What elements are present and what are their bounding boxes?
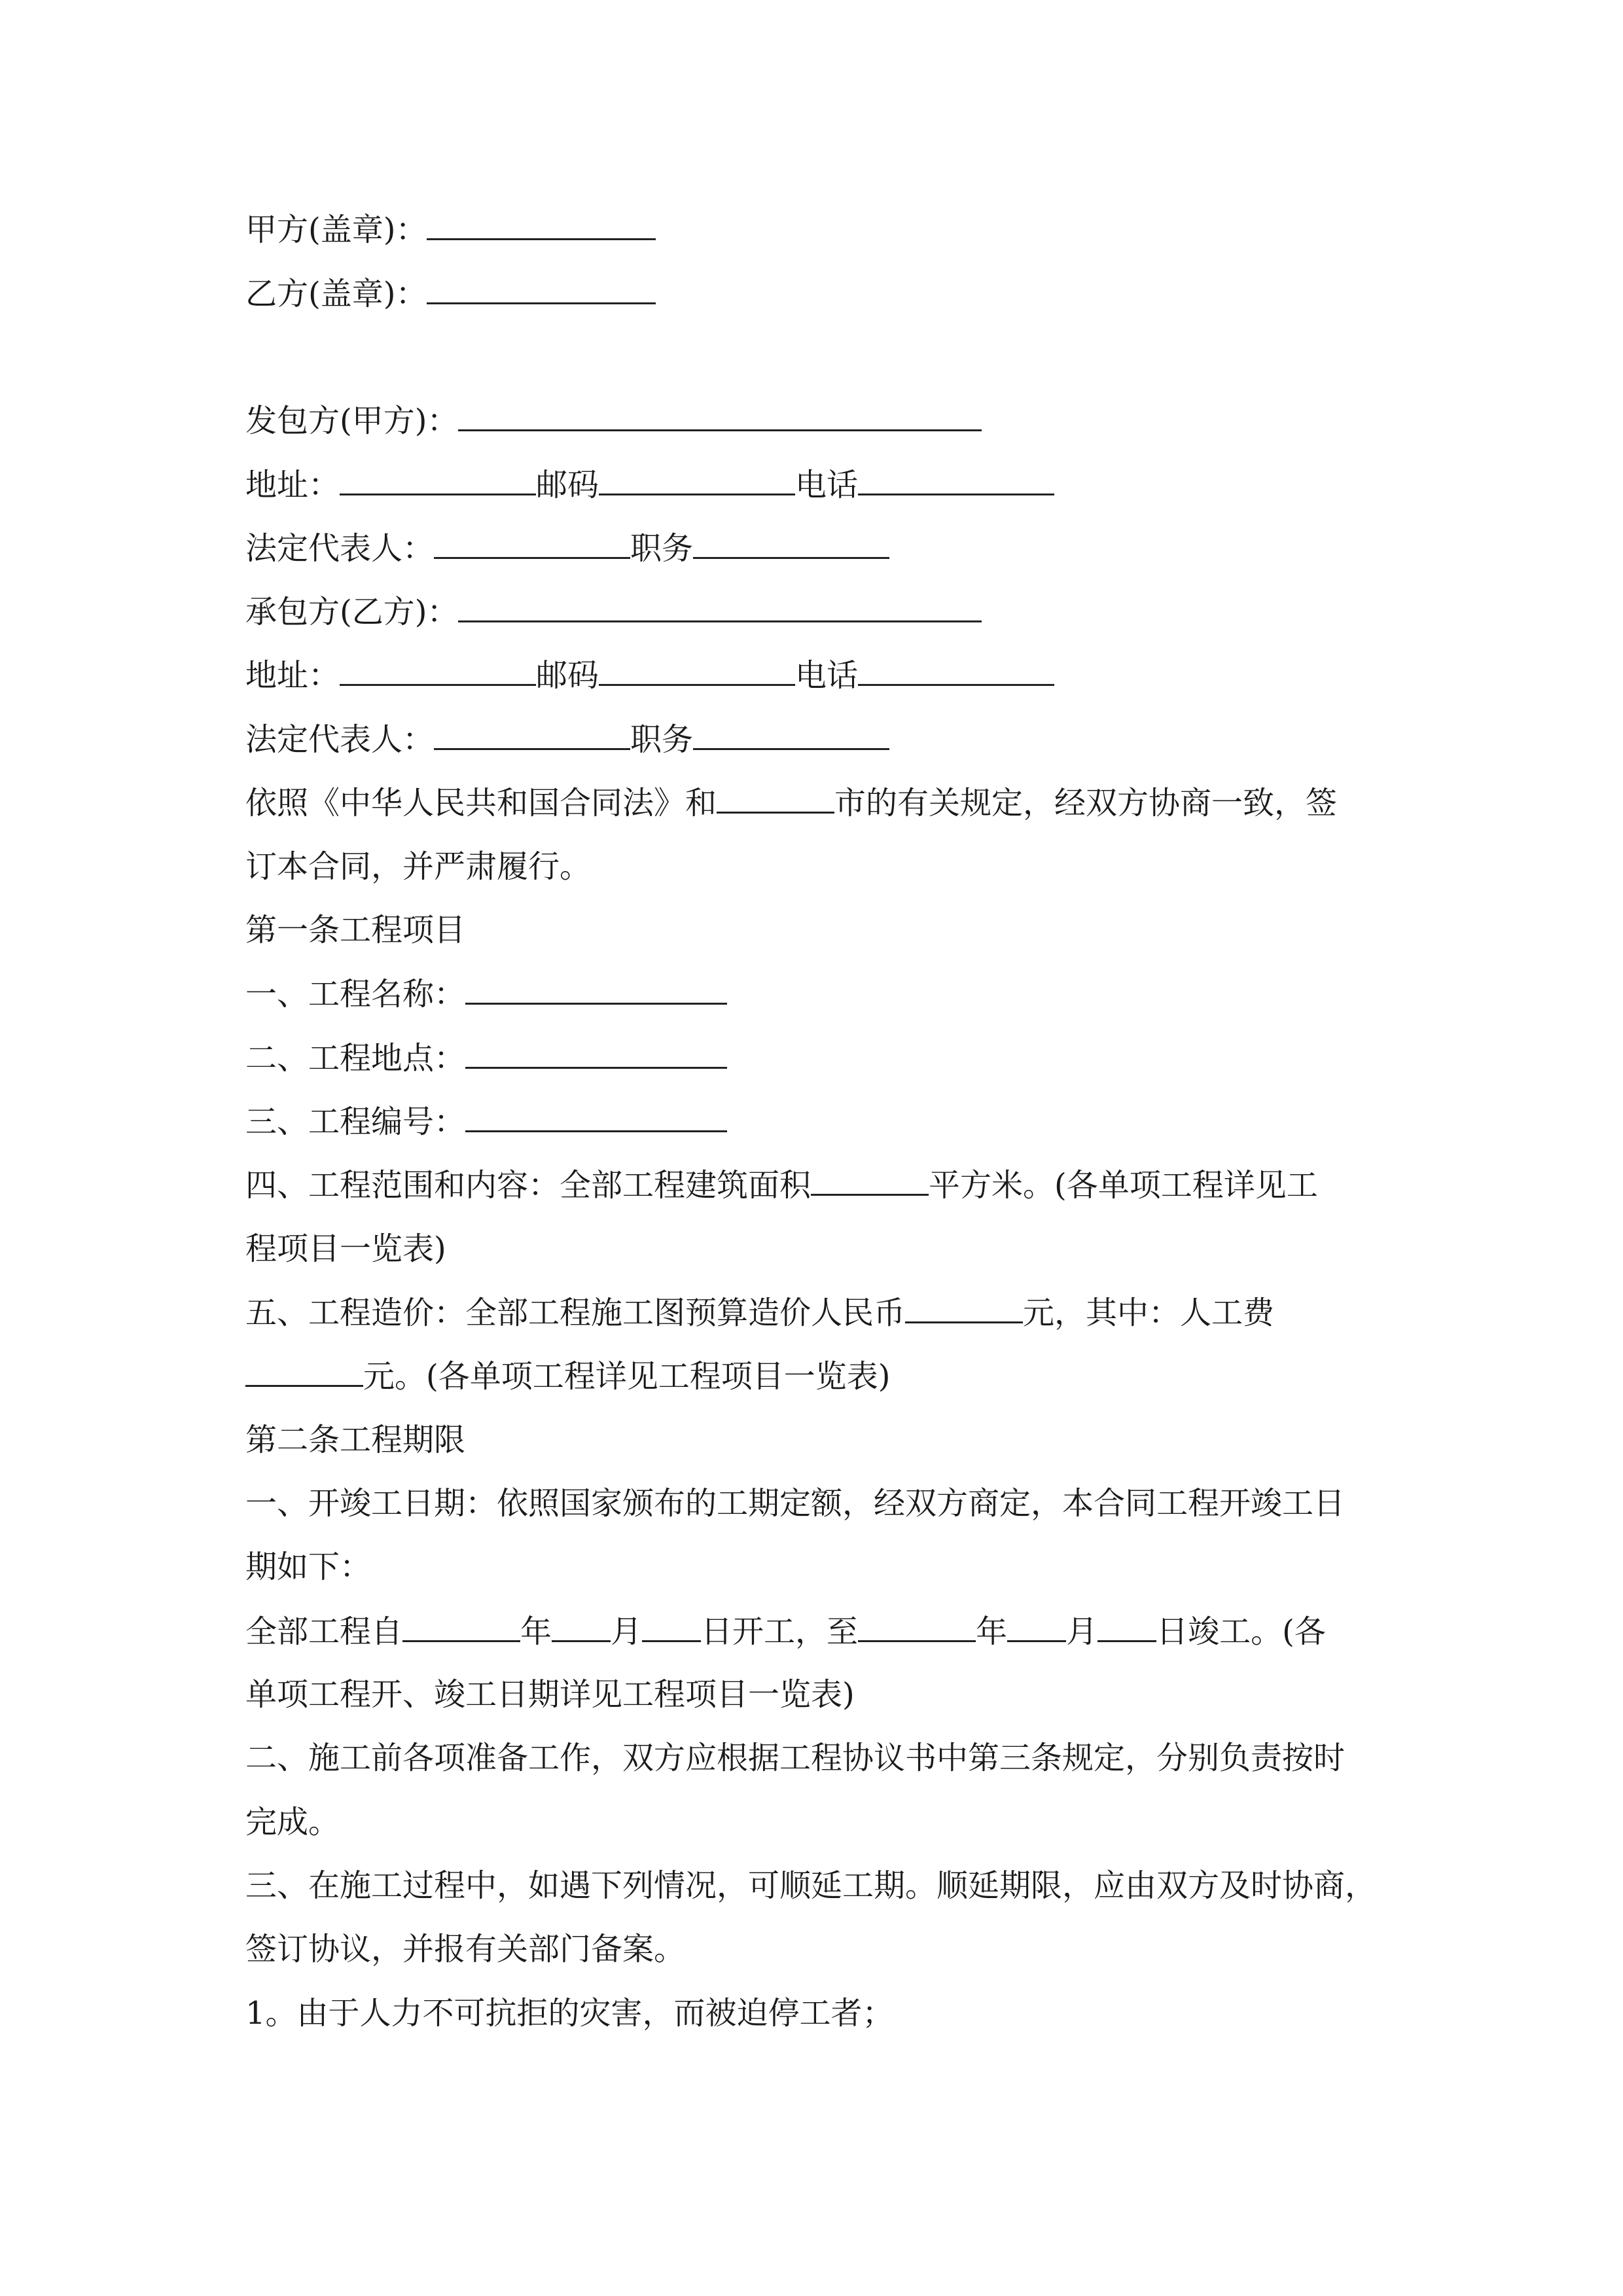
contractor-phone-blank[interactable] [858,655,1054,686]
dates-intro-text: 一、开竣工日期：依照国家颁布的工期定额，经双方商定，本合同工程开竣工日 [245,1485,1346,1522]
employer-postcode-label: 邮码 [536,467,599,503]
project-scope-text-a: 四、工程范围和内容：全部工程建筑面积 [245,1167,812,1204]
project-name-line [245,974,727,1014]
prep-line [245,1738,1345,1778]
party-a-signature-line [245,209,656,249]
delay-text-2: 签订协议，并报有关部门备案。 [245,1931,686,1967]
project-scope-line-2 [245,1229,446,1268]
prep-text-2: 完成。 [245,1804,340,1840]
dates-from-label: 全部工程自 [245,1613,403,1650]
contractor-legal-rep-blank[interactable] [434,719,630,750]
dates-intro-line [245,1484,1345,1523]
start-year-blank[interactable] [402,1611,520,1642]
end-year-label: 年 [976,1613,1008,1650]
contractor-postcode-blank[interactable] [599,655,795,686]
intro-text-a: 依照《中华人民共和国合同法》和 [245,785,717,821]
employer-postcode-blank[interactable] [599,465,795,495]
employer-address-blank[interactable] [340,465,536,495]
employer-name-blank[interactable] [458,401,982,431]
project-scope-text-c: 程项目一览表) [245,1230,446,1267]
article-1-heading: 第一条工程项目 [245,912,466,948]
project-cost-line-2 [245,1356,890,1396]
end-year-blank[interactable] [858,1611,976,1642]
delay-line [245,1866,1376,1905]
party-b-signature-line [245,274,656,314]
labor-cost-blank[interactable] [245,1356,363,1387]
employer-legal-rep-label: 法定代表人： [245,530,435,567]
prep-text: 二、施工前各项准备工作，双方应根据工程协议书中第三条规定，分别负责按时 [245,1740,1346,1776]
contractor-line [245,592,982,632]
dates-intro-line-2 [245,1547,371,1587]
delay-item-1 [245,1994,894,2033]
project-location-blank[interactable] [465,1038,727,1069]
employer-position-blank[interactable] [693,528,889,559]
employer-phone-blank[interactable] [858,465,1054,495]
contractor-phone-label: 电话 [795,657,859,694]
delay-text: 三、在施工过程中，如遇下列情况，可顺延工期。顺延期限，应由双方及时协商， [245,1867,1377,1904]
employer-label: 发包方(甲方)： [245,403,459,439]
party-b-seal-blank[interactable] [427,274,656,304]
total-cost-blank[interactable] [905,1293,1023,1323]
dates-line-2 [245,1675,855,1714]
start-day-blank[interactable] [642,1611,701,1642]
employer-address-line [245,465,1054,505]
contractor-address-line [245,655,1054,695]
article-2-title [245,1420,465,1460]
end-month-label: 月 [1066,1613,1098,1650]
project-number-label: 三、工程编号： [245,1103,466,1140]
employer-phone-label: 电话 [795,467,859,503]
employer-rep-line [245,528,889,568]
project-cost-text-a: 五、工程造价：全部工程施工图预算造价人民币 [245,1295,906,1331]
project-location-label: 二、工程地点： [245,1040,466,1077]
intro-text-b: 市的有关规定，经双方协商一致，签 [834,785,1338,821]
project-number-line [245,1102,727,1141]
party-b-seal-label: 乙方(盖章)： [245,276,427,312]
delay-item-1-text: 1。由于人力不可抗拒的灾害，而被迫停工者； [245,1995,894,2032]
end-day-blank[interactable] [1097,1611,1156,1642]
contractor-rep-line [245,719,889,759]
project-cost-text-b: 元，其中：人工费 [1023,1295,1275,1331]
employer-line [245,401,982,440]
intro-line-1 [245,783,1337,823]
start-day-label: 日开工，至 [701,1613,859,1650]
end-day-label: 日竣工。(各 [1156,1613,1326,1650]
delay-line-2 [245,1929,685,1969]
dates-text-2: 单项工程开、竣工日期详见工程项目一览表) [245,1676,855,1713]
city-blank[interactable] [717,783,834,814]
dates-intro-text-2: 期如下： [245,1549,372,1585]
project-number-blank[interactable] [465,1102,727,1132]
end-month-blank[interactable] [1007,1611,1066,1642]
party-a-seal-blank[interactable] [427,209,656,240]
contractor-postcode-label: 邮码 [536,657,599,694]
project-name-label: 一、工程名称： [245,976,466,1013]
party-a-seal-label: 甲方(盖章)： [245,211,427,248]
prep-line-2 [245,1803,340,1842]
contractor-address-blank[interactable] [340,655,536,686]
contractor-position-label: 职务 [630,721,694,758]
contractor-name-blank[interactable] [458,592,982,622]
dates-line [245,1611,1326,1651]
contractor-legal-rep-label: 法定代表人： [245,721,435,758]
employer-address-label: 地址： [245,467,340,503]
start-month-blank[interactable] [552,1611,611,1642]
project-cost-line [245,1293,1274,1333]
project-scope-text-b: 平方米。(各单项工程详见工 [929,1167,1318,1204]
floor-area-blank[interactable] [811,1165,929,1196]
contractor-position-blank[interactable] [693,719,889,750]
contractor-address-label: 地址： [245,657,340,694]
start-year-label: 年 [520,1613,552,1650]
project-name-blank[interactable] [465,974,727,1005]
intro-text-c: 订本合同，并严肃履行。 [245,848,592,885]
article-2-heading: 第二条工程期限 [245,1422,466,1458]
project-cost-text-c: 元。(各单项工程详见工程项目一览表) [363,1358,891,1395]
start-month-label: 月 [611,1613,643,1650]
article-1-title [245,910,465,950]
employer-position-label: 职务 [630,530,694,567]
employer-legal-rep-blank[interactable] [434,528,630,559]
project-scope-line [245,1165,1318,1205]
contractor-label: 承包方(乙方)： [245,594,459,630]
intro-line-2 [245,847,591,886]
project-location-line [245,1038,727,1078]
